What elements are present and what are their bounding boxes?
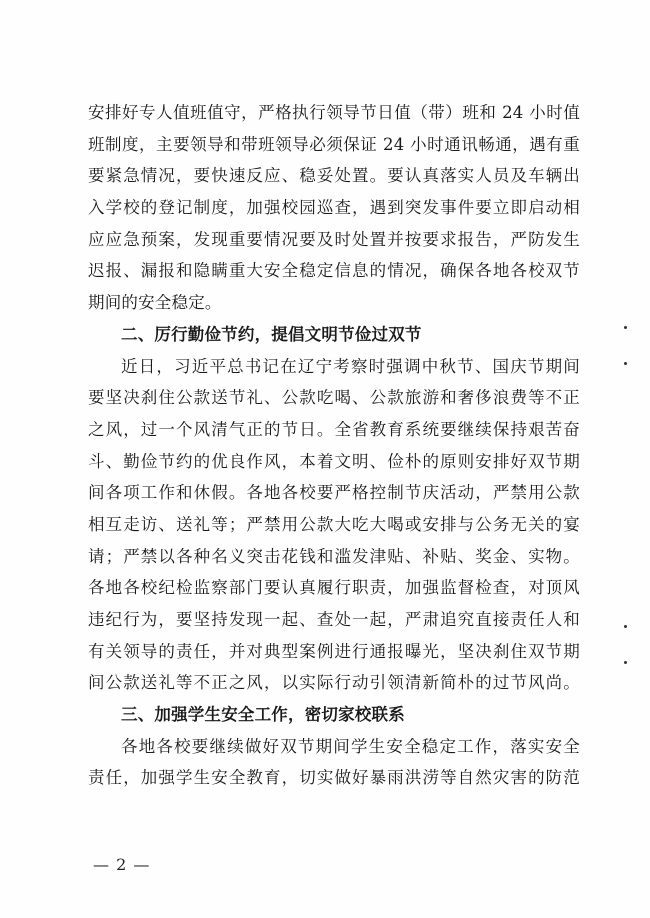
section-heading: 三、加强学生安全工作，密切家校联系 bbox=[121, 705, 405, 725]
paragraph-line: 各地各校纪检监察部门要认真履行职责，加强监督检查，对顶风 bbox=[88, 578, 580, 598]
paragraph-line: 相互走访、送礼等；严禁用公款大吃大喝或安排与公务无关的宴 bbox=[88, 514, 580, 534]
paragraph-line: 安排好专人值班值守，严格执行领导节日值（带）班和 24 小时值 bbox=[88, 103, 580, 122]
paragraph-last-line: 期间的安全稳定。 bbox=[88, 293, 222, 313]
paragraph-line: 斗、勤俭节约的优良作风，本着文明、俭朴的原则安排好双节期 bbox=[88, 451, 580, 471]
margin-mark bbox=[624, 625, 627, 628]
paragraph-line: 要紧急情况，要快速反应、稳妥处置。要认真落实人员及车辆出 bbox=[88, 166, 580, 186]
margin-mark bbox=[624, 326, 627, 329]
paragraph-line: 有关领导的责任，并对典型案例进行通报曝光，坚决刹住双节期 bbox=[88, 641, 580, 661]
paragraph-line: 间公款送礼等不正之风，以实际行动引领清新简朴的过节风尚。 bbox=[88, 673, 580, 693]
paragraph-line: 班制度，主要领导和带班领导必须保证 24 小时通讯畅通，遇有重 bbox=[88, 134, 580, 154]
paragraph-line: 违纪行为，要坚持发现一起、查处一起，严肃追究直接责任人和 bbox=[88, 610, 580, 629]
paragraph-line: 责任，加强学生安全教育，切实做好暴雨洪涝等自然灾害的防范 bbox=[88, 768, 580, 788]
margin-mark bbox=[624, 661, 627, 664]
paragraph-first-line: 各地各校要继续做好双节期间学生安全稳定工作，落实安全 bbox=[121, 736, 580, 756]
paragraph-line: 迟报、漏报和隐瞒重大安全稳定信息的情况，确保各地各校双节 bbox=[88, 261, 580, 281]
document-body bbox=[88, 97, 580, 794]
paragraph-line: 要坚决刹住公款送节礼、公款吃喝、公款旅游和奢侈浪费等不正 bbox=[88, 388, 580, 408]
paragraph-line: 入学校的登记制度，加强校园巡查，遇到突发事件要立即启动相 bbox=[88, 198, 580, 218]
margin-mark bbox=[624, 362, 627, 365]
page-number: — 2 — bbox=[93, 855, 151, 874]
paragraph-first-line: 近日，习近平总书记在辽宁考察时强调中秋节、国庆节期间 bbox=[121, 356, 580, 376]
section-heading: 二、厉行勤俭节约，提倡文明节俭过双节 bbox=[121, 324, 422, 344]
paragraph-line: 应应急预案，发现重要情况要及时处置并按要求报告，严防发生 bbox=[88, 229, 580, 249]
paragraph-line: 请；严禁以各种名义突击花钱和滥发津贴、补贴、奖金、实物。 bbox=[88, 546, 580, 566]
paragraph-line: 之风，过一个风清气正的节日。全省教育系统要继续保持艰苦奋 bbox=[88, 419, 580, 439]
paragraph-line: 间各项工作和休假。各地各校要严格控制节庆活动，严禁用公款 bbox=[88, 483, 580, 503]
